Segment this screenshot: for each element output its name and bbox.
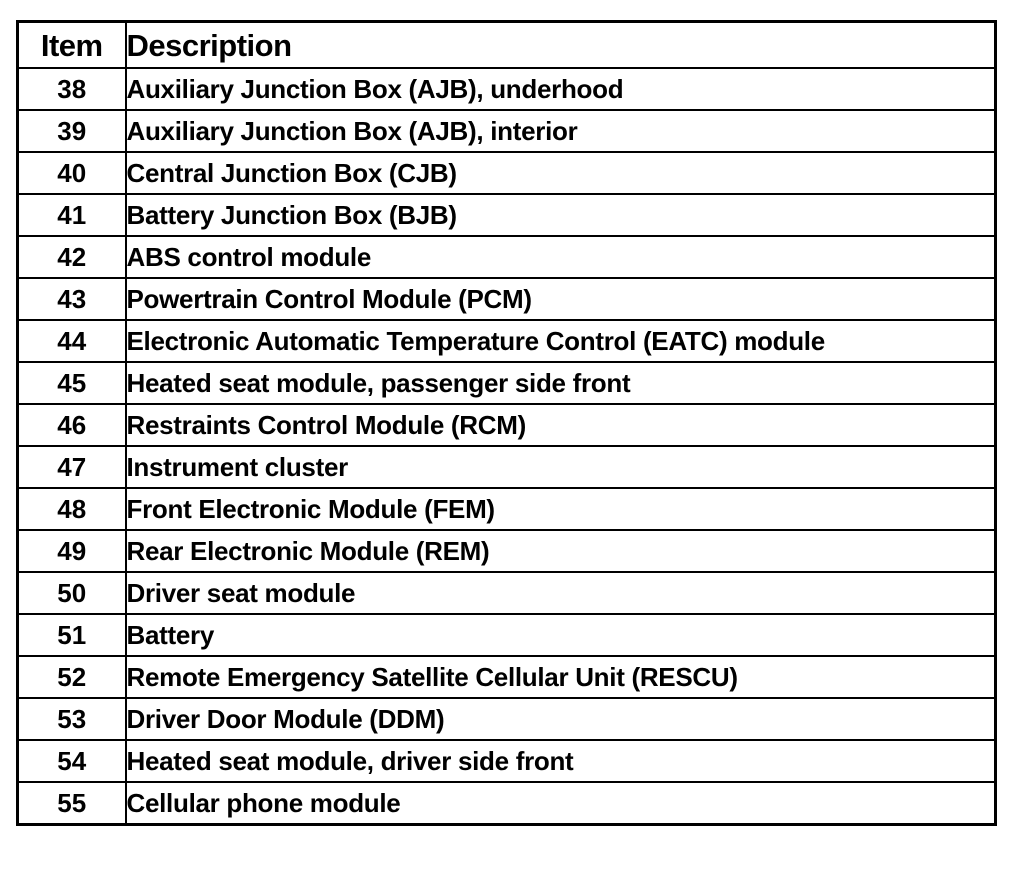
description-cell: ABS control module [126, 236, 996, 278]
description-cell: Auxiliary Junction Box (AJB), underhood [126, 68, 996, 110]
table-body [18, 68, 996, 825]
description-cell: Restraints Control Module (RCM) [126, 404, 996, 446]
column-header-item: Item [18, 22, 126, 69]
table-row [18, 782, 996, 825]
table-row [18, 236, 996, 278]
table-row [18, 656, 996, 698]
item-number-cell: 42 [18, 236, 126, 278]
table-row [18, 278, 996, 320]
item-number-cell: 49 [18, 530, 126, 572]
table-row [18, 110, 996, 152]
item-number-cell: 50 [18, 572, 126, 614]
description-cell: Front Electronic Module (FEM) [126, 488, 996, 530]
item-number-cell: 53 [18, 698, 126, 740]
item-number-cell: 45 [18, 362, 126, 404]
column-header-description: Description [126, 22, 996, 69]
table-row [18, 488, 996, 530]
table-row [18, 194, 996, 236]
table-row [18, 362, 996, 404]
description-cell: Rear Electronic Module (REM) [126, 530, 996, 572]
item-number-cell: 44 [18, 320, 126, 362]
item-number-cell: 38 [18, 68, 126, 110]
description-cell: Cellular phone module [126, 782, 996, 825]
item-number-cell: 52 [18, 656, 126, 698]
table-row [18, 152, 996, 194]
table-row [18, 404, 996, 446]
description-cell: Heated seat module, passenger side front [126, 362, 996, 404]
description-cell: Electronic Automatic Temperature Control (EATC) module [126, 320, 996, 362]
table-row [18, 740, 996, 782]
item-number-cell: 54 [18, 740, 126, 782]
description-cell: Remote Emergency Satellite Cellular Unit (RESCU) [126, 656, 996, 698]
description-cell: Driver seat module [126, 572, 996, 614]
item-number-cell: 48 [18, 488, 126, 530]
table-header-row [18, 22, 996, 69]
parts-table [16, 20, 997, 826]
table-row [18, 614, 996, 656]
item-number-cell: 41 [18, 194, 126, 236]
item-number-cell: 39 [18, 110, 126, 152]
item-number-cell: 47 [18, 446, 126, 488]
item-number-cell: 46 [18, 404, 126, 446]
item-number-cell: 40 [18, 152, 126, 194]
description-cell: Battery [126, 614, 996, 656]
description-cell: Central Junction Box (CJB) [126, 152, 996, 194]
table-row [18, 530, 996, 572]
table-row [18, 698, 996, 740]
description-cell: Auxiliary Junction Box (AJB), interior [126, 110, 996, 152]
item-number-cell: 43 [18, 278, 126, 320]
description-cell: Instrument cluster [126, 446, 996, 488]
table-row [18, 68, 996, 110]
table-row [18, 572, 996, 614]
item-number-cell: 51 [18, 614, 126, 656]
description-cell: Powertrain Control Module (PCM) [126, 278, 996, 320]
table-row [18, 446, 996, 488]
description-cell: Heated seat module, driver side front [126, 740, 996, 782]
description-cell: Driver Door Module (DDM) [126, 698, 996, 740]
item-number-cell: 55 [18, 782, 126, 825]
table-row [18, 320, 996, 362]
description-cell: Battery Junction Box (BJB) [126, 194, 996, 236]
parts-table-container [16, 20, 994, 826]
